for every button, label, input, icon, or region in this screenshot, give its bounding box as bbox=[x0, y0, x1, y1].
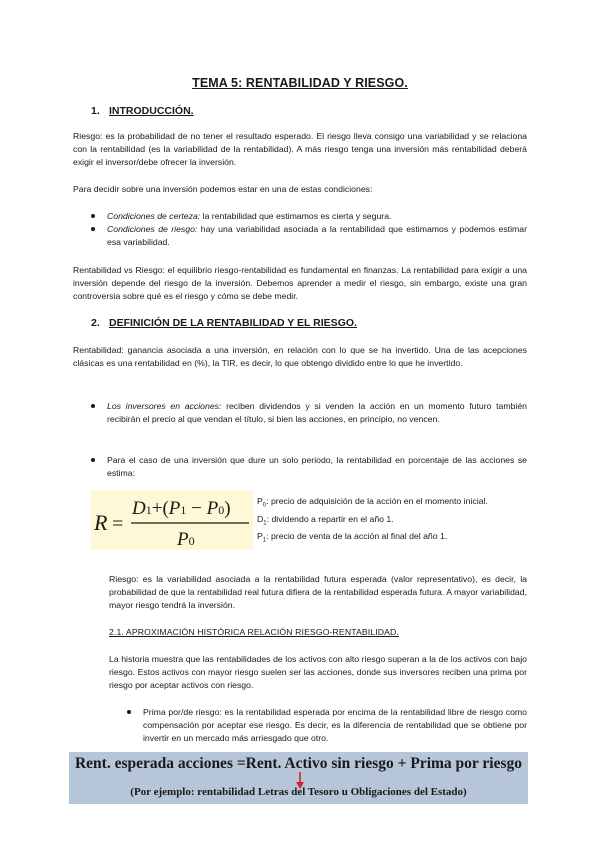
section-1-title: INTRODUCCIÓN. bbox=[109, 105, 194, 117]
formula-lhs: R bbox=[94, 510, 108, 535]
rentabilidad-formula bbox=[91, 490, 253, 550]
section-2-heading bbox=[91, 317, 357, 329]
formula-box bbox=[91, 490, 253, 550]
bullet-prima-text: Prima por/de riesgo: es la rentabilidad esperada por encima de la rentabilidad libre de riesgo como compensación por aceptar ese riesgo. Es decir, es la diferencia de rentabilidad que se obtiene por invertir en un mercado más arriesgado que otro. bbox=[143, 707, 527, 743]
bullet-periodo-text: Para el caso de una inversión que dure un solo periodo, la rentabilidad en porcentaje de las acciones se estima: bbox=[107, 455, 527, 478]
bullet-inversores-label: Los inversores en acciones: bbox=[107, 401, 222, 411]
formula-legend bbox=[257, 495, 547, 548]
bullet-dot-icon bbox=[127, 710, 131, 714]
def-paragraph-rentabilidad: Rentabilidad: ganancia asociada a una inversión, en relación con lo que se ha invertido. Una de las acepciones clásicas es una rentabilidad en (%), la TIR, es decir, lo que obtengo dividido entre lo que he invertido. bbox=[73, 345, 527, 368]
section-2-number: 2. bbox=[91, 317, 100, 329]
bullet-prima bbox=[127, 706, 527, 745]
legend-p0: $P_0$: precio de adquisición de la acción en el momento inicial. bbox=[257, 496, 488, 509]
bullet-riesgo-label: Condiciones de riesgo: bbox=[107, 224, 198, 234]
bullet-certeza-text: la rentabilidad que estimamos es cierta y segura. bbox=[200, 211, 392, 221]
bullet-riesgo bbox=[91, 223, 527, 249]
bullet-riesgo-text: hay una variabilidad asociada a la rentabilidad que estimamos y podemos estimar esa variabilidad. bbox=[107, 224, 527, 247]
bullet-periodo bbox=[91, 454, 527, 480]
bullet-inversores bbox=[91, 400, 527, 439]
bullet-dot-icon bbox=[91, 227, 95, 231]
bullet-certeza bbox=[91, 210, 527, 223]
subsection-2-1-title: 2.1. APROXIMACIÓN HISTÓRICA RELACIÓN RIESGO-RENTABILIDAD. bbox=[109, 627, 399, 637]
section-1-heading bbox=[91, 105, 194, 117]
formula-numerator bbox=[131, 498, 231, 519]
svg-text:P0: P0 bbox=[177, 529, 195, 550]
bullet-dot-icon bbox=[91, 214, 95, 218]
bullet-inversores-text: reciben dividendos y si venden la acción en un momento futuro también recibirán el precio al que vendan el título, si bien las acciones, en principio, no vencen. bbox=[107, 401, 527, 424]
page-title: TEMA 5: RENTABILIDAD Y RIESGO. bbox=[192, 76, 408, 90]
def-paragraph-historia: La historia muestra que las rentabilidades de los activos con alto riesgo superan a la de los activos con bajo riesgo. Estos activos con mayor riesgo suelen ser las acciones, donde sus inversores reciben una prima por riesgo por aceptar activos con riesgo. bbox=[109, 654, 527, 690]
svg-text:D1+(P1 − P0): D1+(P1 − P0) bbox=[132, 498, 231, 519]
bullet-certeza-label: Condiciones de certeza: bbox=[107, 211, 201, 221]
intro-paragraph-rent-vs-riesgo: Rentabilidad vs Riesgo: el equilibrio riesgo-rentabilidad es fundamental en finanzas. La rentabilidad para exigir a una inversión depende del riesgo de la inversión. Debemos aprender a medir el riesgo, sin embargo, existe una gran controversia sobre qué es el riesgo y cómo se debe medir. bbox=[73, 265, 527, 301]
formula-equals: = bbox=[112, 513, 124, 535]
section-2-title: DEFINICIÓN DE LA RENTABILIDAD Y EL RIESGO. bbox=[109, 317, 357, 329]
banner-equation: Rent. esperada acciones =Rent. Activo sin riesgo + Prima por riesgo bbox=[74, 755, 522, 772]
def-paragraph-riesgo: Riesgo: es la variabilidad asociada a la rentabilidad futura esperada (valor representativo), es decir, la probabilidad de que la rentabilidad real futura difiera de la rentabilidad esperada futura. A mayor variabilidad, mayor riesgo tendrá la inversión. bbox=[109, 574, 527, 610]
bullet-dot-icon bbox=[91, 458, 95, 462]
section-1-number: 1. bbox=[91, 105, 100, 117]
legend-p1: $P_1$: precio de venta de la acción al final del año 1. bbox=[257, 531, 448, 545]
legend-d1: $D_1$: dividendo a repartir en el año 1. bbox=[257, 513, 394, 527]
banner-example: (Por ejemplo: rentabilidad Letras del Tesoro u Obligaciones del Estado) bbox=[130, 786, 467, 798]
bullet-dot-icon bbox=[91, 404, 95, 408]
intro-paragraph-riesgo: Riesgo: es la probabilidad de no tener el resultado esperado. El riesgo lleva consigo una variabilidad y se relaciona con la rentabilidad (es la variabilidad de la rentabilidad). A más riesgo tenga una inversión más rentabilidad deberá exigir el inversor/debe ofrecer la inversión. bbox=[73, 131, 527, 167]
formula-denominator bbox=[176, 529, 195, 550]
intro-paragraph-condiciones: Para decidir sobre una inversión podemos estar en una de estas condiciones: bbox=[73, 184, 373, 194]
rentabilidad-banner bbox=[69, 752, 528, 804]
